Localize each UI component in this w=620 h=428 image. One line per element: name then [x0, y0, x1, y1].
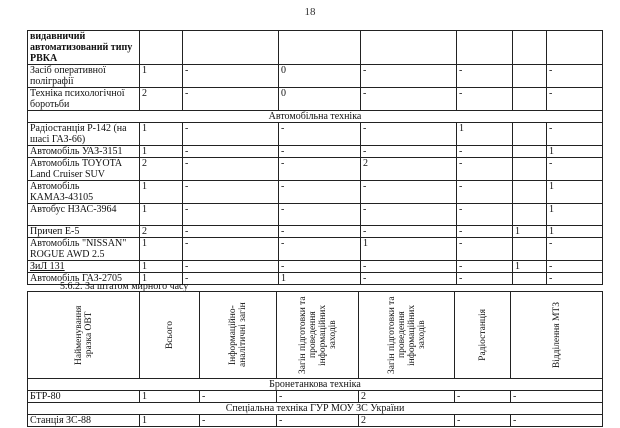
table-row: Автомобіль УАЗ-3151 1 - - - - 1	[28, 146, 603, 158]
page-number: 18	[304, 6, 316, 18]
column-header: Загін підготовки та проведення інформаційних заходів	[277, 292, 359, 379]
row-name: Засіб оперативної поліграфії	[28, 65, 140, 88]
row-name: ЗиЛ 131	[28, 261, 140, 273]
row-name: Автобус НЗАС-3964	[28, 204, 140, 226]
row-name: Причеп Е-5	[28, 226, 140, 238]
column-header: Найменування зразка ОВТ	[28, 292, 140, 379]
equipment-table-wartime	[27, 30, 603, 285]
table-row: БТР-80 1 - - 2 - -	[28, 391, 603, 403]
row-name: Автомобіль УАЗ-3151	[28, 146, 140, 158]
table-row: Причеп Е-5 2 - - - - 1 1	[28, 226, 603, 238]
row-name: Радіостанція Р-142 (на шасі ГАЗ-66)	[28, 123, 140, 146]
table-row: Автомобіль TOYOTA Land Cruiser SUV 2 - - 2 - -	[28, 158, 603, 181]
column-header: Всього	[140, 292, 200, 379]
table-row: Радіостанція Р-142 (на шасі ГАЗ-66) 1 - - - 1 -	[28, 123, 603, 146]
column-header: Загін підготовки та проведення інформаційних заходів	[359, 292, 455, 379]
column-header: Інформаційно-аналітичні загін	[200, 292, 277, 379]
table-row: Засіб оперативної поліграфії 1 - 0 - - -	[28, 65, 603, 88]
header-row	[28, 292, 603, 379]
row-name: Станція ЗС-88	[28, 415, 140, 427]
section-title: Бронетанкова техніка	[28, 379, 603, 391]
section-row	[28, 379, 603, 391]
row-name: Техніка психологічної боротьби	[28, 88, 140, 111]
table-row: Автомобіль "NISSAN" ROGUE AWD 2.5 1 - - 1 - -	[28, 238, 603, 261]
section-title: Автомобільна техніка	[28, 111, 603, 123]
row-name: видавничий автоматизований типу РВКА	[28, 31, 140, 65]
row-name: Автомобіль "NISSAN" ROGUE AWD 2.5	[28, 238, 140, 261]
table-row: Автомобіль ГАЗ-2705 1 - 1 - - -	[28, 273, 603, 285]
column-header: Радіостанція	[455, 292, 511, 379]
section-title: Спеціальна техніка ГУР МОУ ЗС України	[28, 403, 603, 415]
row-name: Автомобіль TOYOTA Land Cruiser SUV	[28, 158, 140, 181]
table-row: Станція ЗС-88 1 - - 2 - -	[28, 415, 603, 427]
section-row	[28, 403, 603, 415]
table-row: Автобус НЗАС-3964 1 - - - - 1	[28, 204, 603, 226]
row-name: Автомобіль КАМАЗ-43105	[28, 181, 140, 204]
section-caption: 5.6.2. За штатом мирного часу	[60, 281, 189, 292]
table-row: Техніка психологічної боротьби 2 - 0 - - -	[28, 88, 603, 111]
table-row	[28, 31, 603, 65]
table-row: ЗиЛ 131 1 - - - - 1 -	[28, 261, 603, 273]
section-row	[28, 111, 603, 123]
column-header: Відділення МТЗ	[511, 292, 603, 379]
row-name: Автомобіль ГАЗ-2705	[28, 273, 140, 285]
row-name: БТР-80	[28, 391, 140, 403]
table-row: Автомобіль КАМАЗ-43105 1 - - - - 1	[28, 181, 603, 204]
equipment-table-peacetime	[27, 291, 603, 427]
